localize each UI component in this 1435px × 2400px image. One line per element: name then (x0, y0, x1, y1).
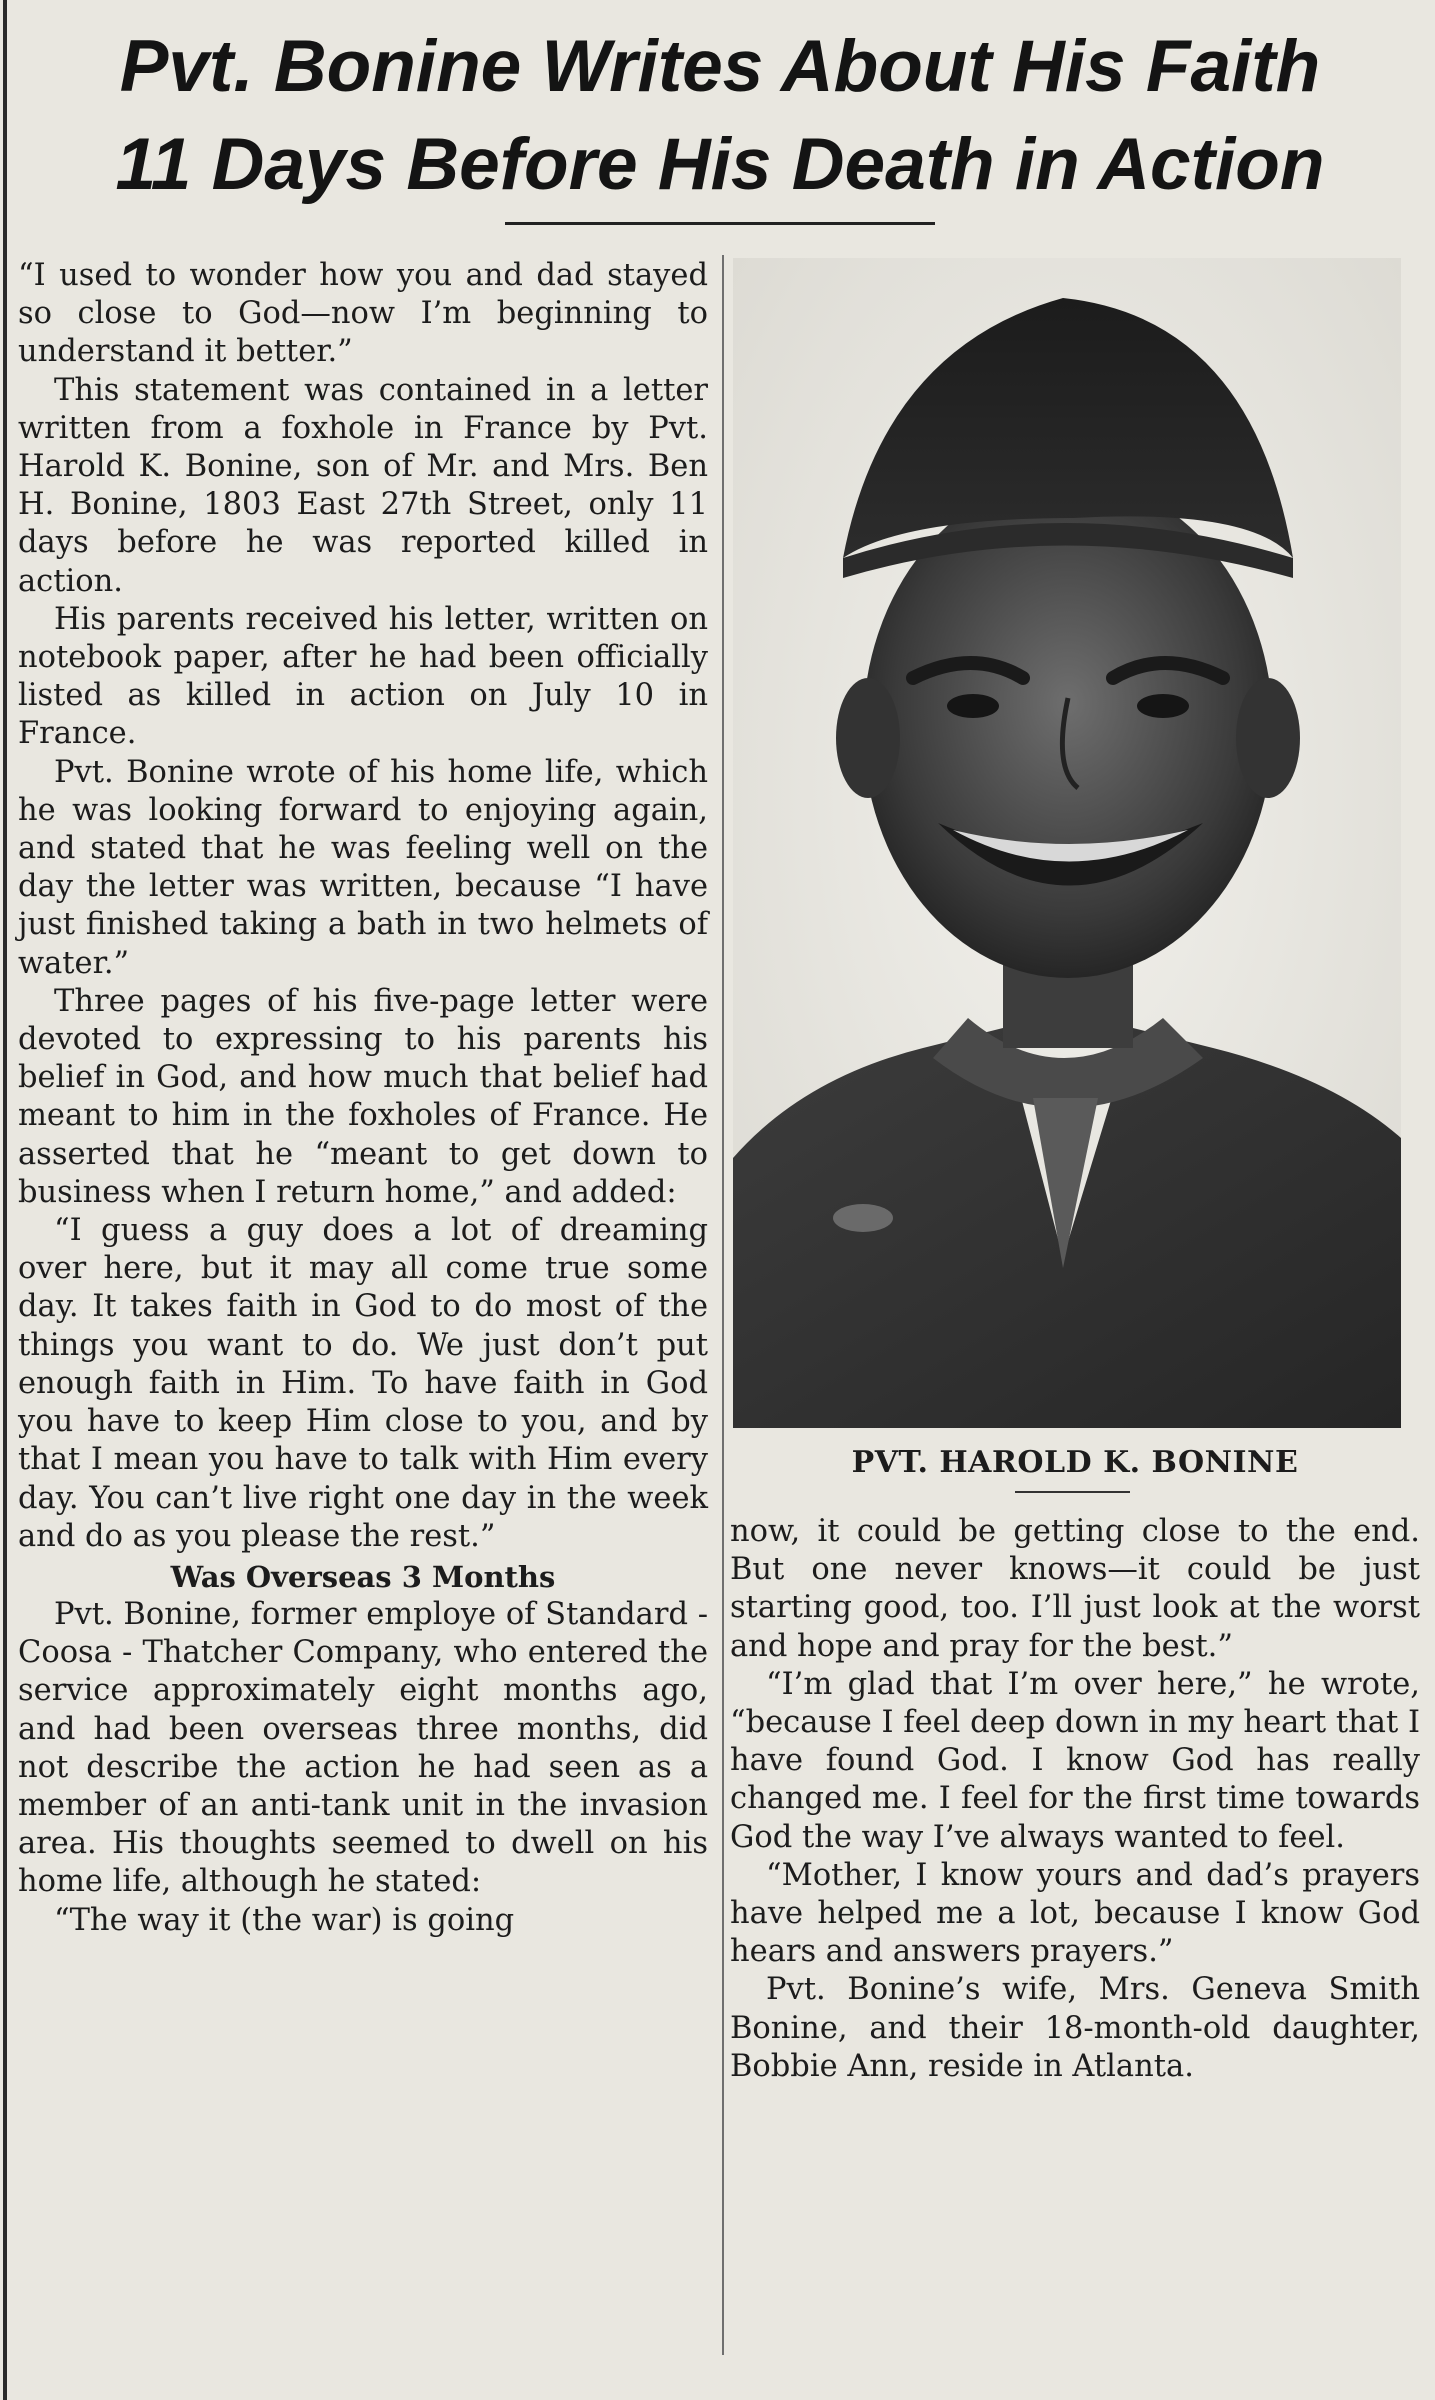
article-column-left (18, 257, 708, 1940)
portrait-image (733, 258, 1401, 1428)
article-paragraph: Pvt. Bonine’s wife, Mrs. Geneva Smith Bonine, and their 18-month-old daughter, Bobbie Ann, reside in Atlanta. (730, 1972, 1420, 2084)
article-paragraph: “I’m glad that I’m over here,” he wrote, “because I feel deep down in my heart that I have found God. I know God has really changed me. I feel for the first time towards God the way I’ve always wanted to feel. (730, 1666, 1420, 1855)
article-paragraph: “The way it (the war) is going (54, 1902, 515, 1938)
headline-divider (505, 222, 935, 225)
article-subheading: Was Overseas 3 Months (170, 1559, 556, 1594)
column-border (3, 0, 7, 2400)
headline-line-1: Pvt. Bonine Writes About His Faith (119, 26, 1321, 107)
photo-caption: PVT. HAROLD K. BONINE (851, 1445, 1299, 1480)
article-paragraph: “I guess a guy does a lot of dreaming over here, but it may all come true some day. It takes faith in God to do most of the things you want to do. We just don’t put enough faith in Him. To have faith in God you have to keep Him close to you, and by that I mean you have to talk with Him every day. You can’t live right one day in the week and do as you please the rest.” (18, 1213, 708, 1554)
article-paragraph: now, it could be getting close to the end. But one never knows—it could be just starting good, too. I’ll just look at the worst and hope and pray for the best.” (730, 1514, 1420, 1664)
article-paragraph: “I used to wonder how you and dad stayed so close to God—now I’m beginning to understand it better.” (18, 258, 708, 370)
article-paragraph: This statement was contained in a letter written from a foxhole in France by Pvt. Harold K. Bonine, son of Mr. and Mrs. Ben H. Bonine, 1803 East 27th Street, only 11 days before he was reported killed in action. (18, 372, 708, 599)
article-paragraph: Pvt. Bonine, former employe of Standard - Coosa - Thatcher Company, who entered the service approximately eight months ago, and had been overseas three months, did not describe the action he had seen as a member of an anti-tank unit in the invasion area. His thoughts seemed to dwell on his home life, although he stated: (18, 1596, 708, 1900)
soldier-portrait-photo (733, 258, 1401, 1428)
article-paragraph: “Mother, I know yours and dad’s prayers have helped me a lot, because I know God hears and answers prayers.” (730, 1857, 1420, 1970)
headline-line-2: 11 Days Before His Death in Action (115, 124, 1325, 205)
article-paragraph: His parents received his letter, written on notebook paper, after he had been officially listed as killed in action on July 10 in France. (18, 601, 708, 752)
article-paragraph: Three pages of his five-page letter were devoted to expressing to his parents his belief in God, and how much that belief had meant to him in the foxholes of France. He asserted that he “meant to get down to business when I return home,” and added: (18, 983, 708, 1210)
column-divider (722, 255, 724, 2355)
article-column-right (730, 1513, 1420, 2086)
headline (20, 18, 1420, 214)
caption-divider (1015, 1491, 1130, 1493)
article-paragraph: Pvt. Bonine wrote of his home life, which he was looking forward to enjoying again, and stated that he was feeling well on the day the letter was written, because “I have just finished taking a bath in two helmets of water.” (18, 754, 708, 981)
